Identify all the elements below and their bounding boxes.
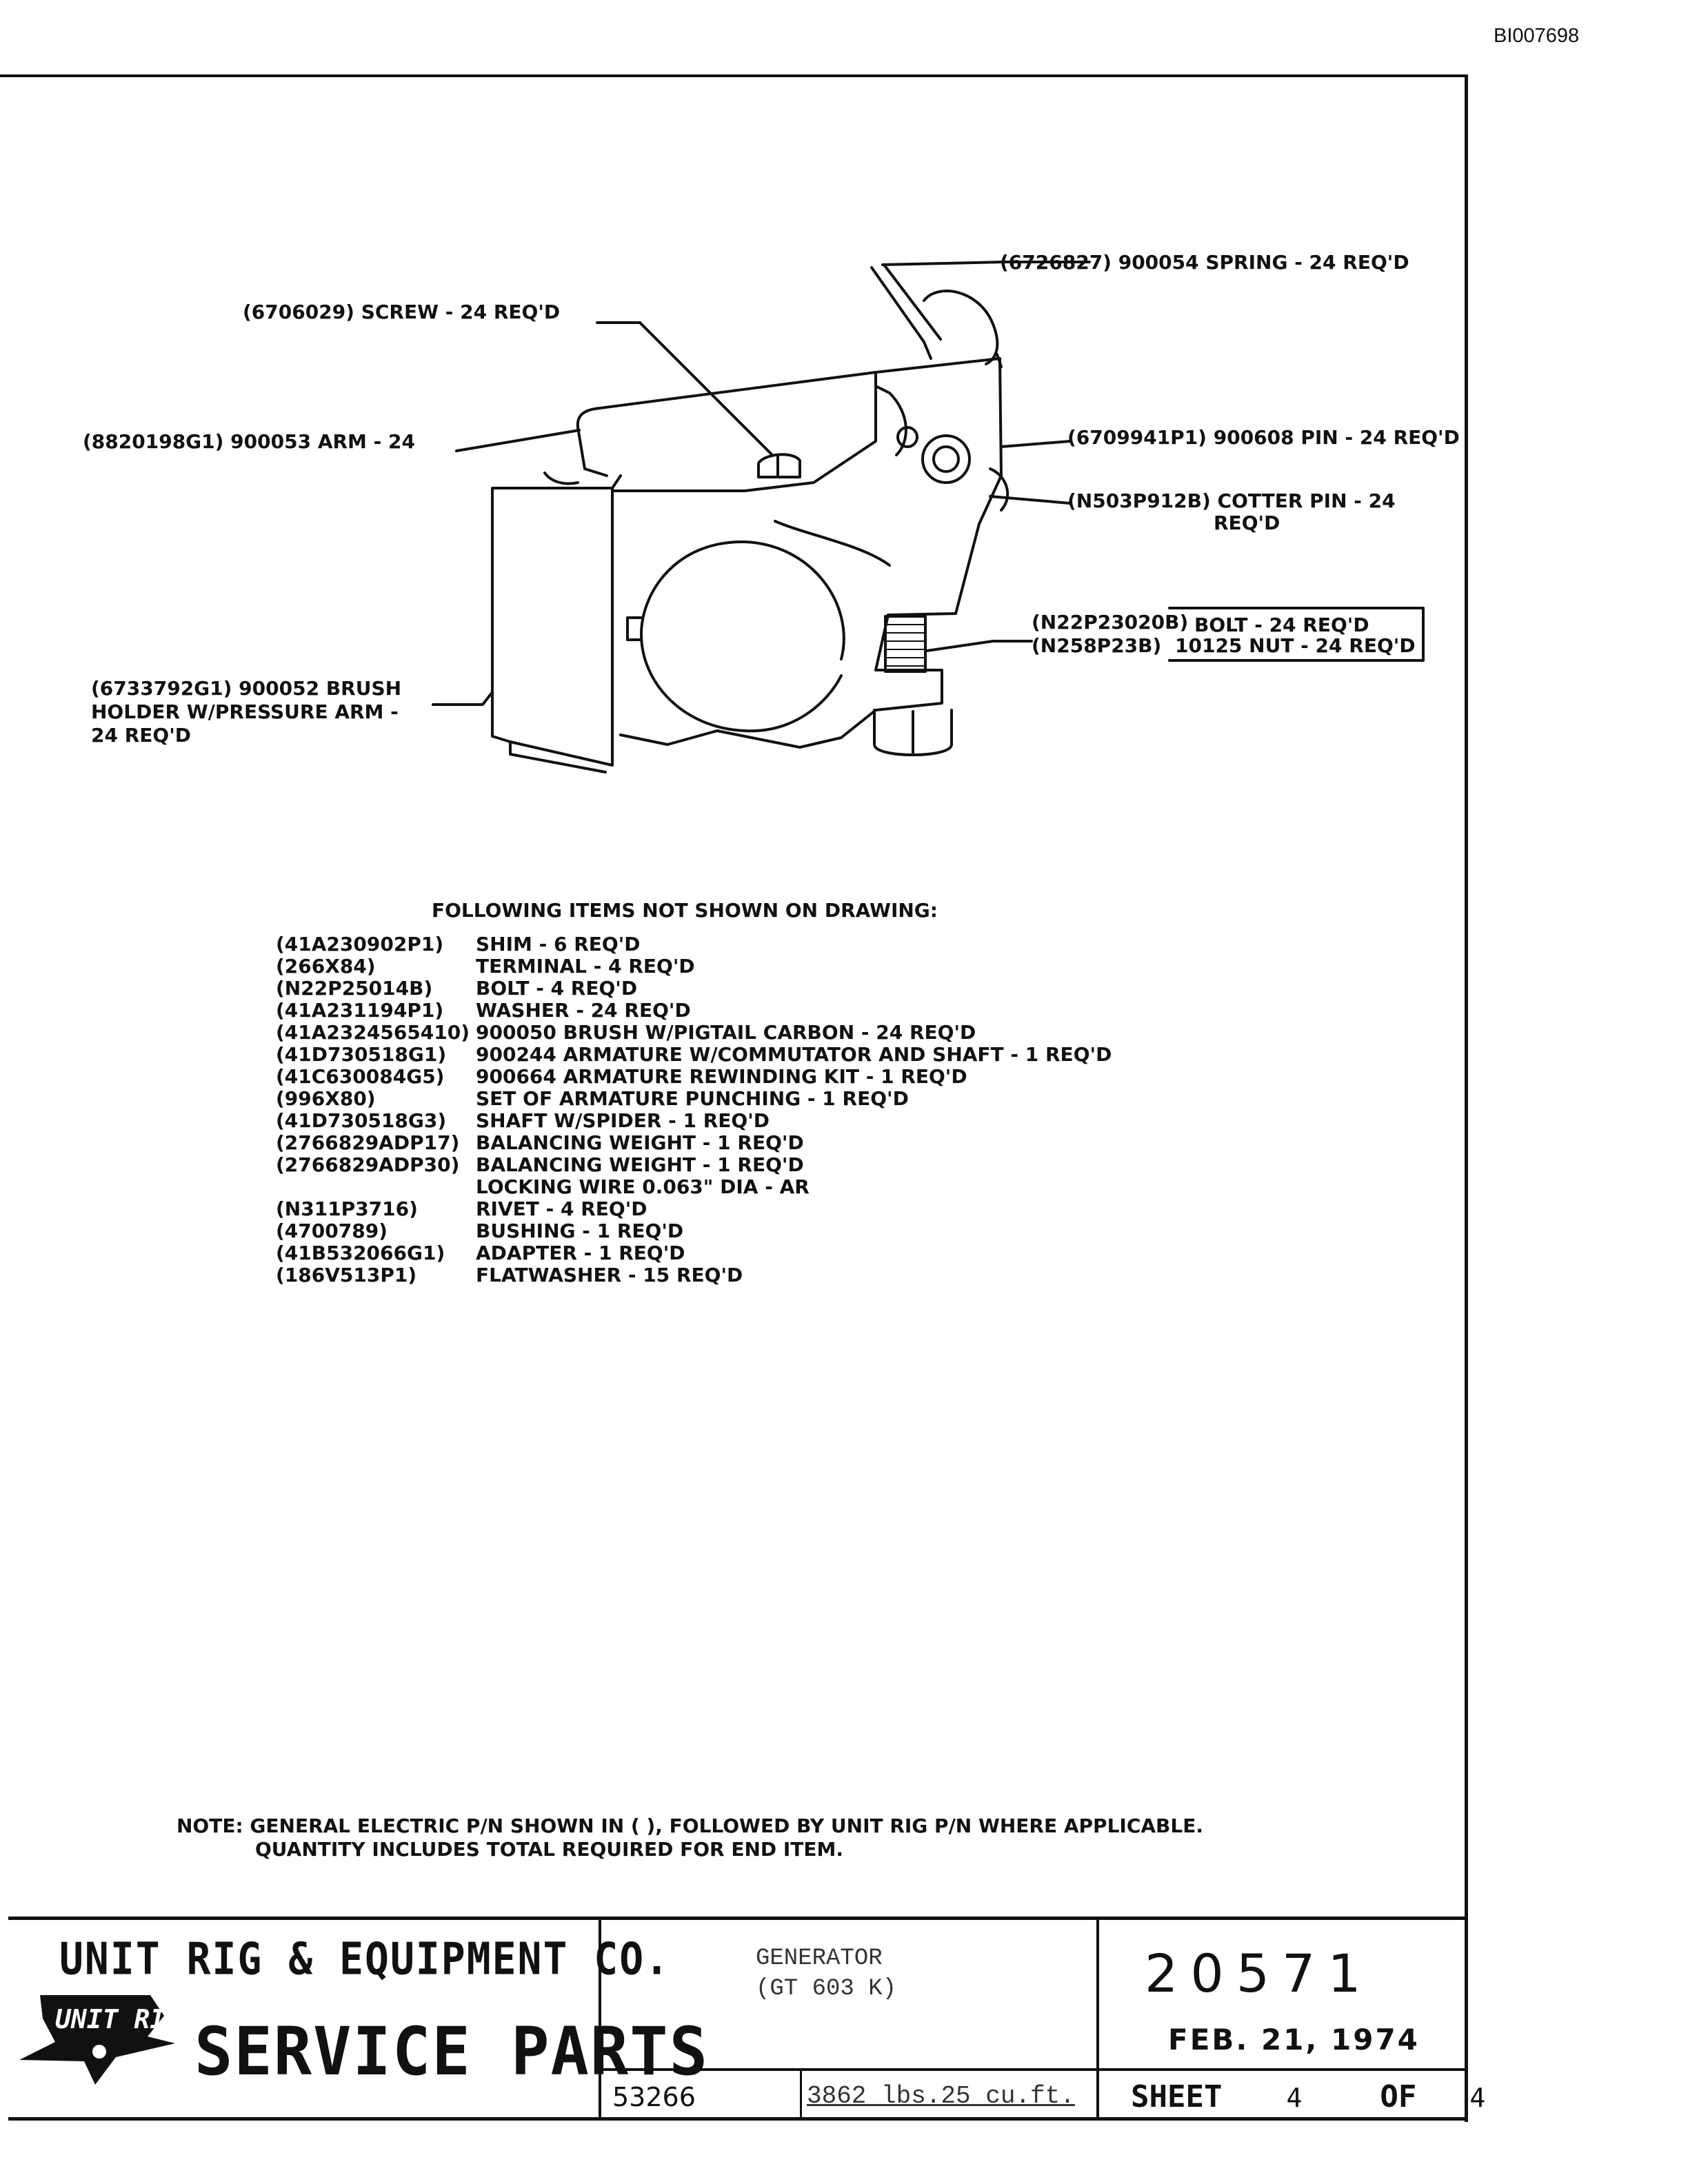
part-number: (41A230902P1) — [276, 933, 444, 956]
callout-pin: (6709941P1) 900608 PIN - 24 REQ'D — [1067, 426, 1460, 449]
list-item — [276, 1242, 1112, 1264]
list-item — [276, 1264, 1112, 1286]
sheet-number: 4 — [1286, 2083, 1303, 2113]
callout-spring: (6726827) 900054 SPRING - 24 REQ'D — [1000, 251, 1409, 274]
of-label: OF — [1380, 2079, 1417, 2114]
callout-brush-holder: (6733792G1) 900052 BRUSH HOLDER W/PRESSURE ARM - 24 REQ'D — [91, 677, 402, 747]
part-description: RIVET - 4 REQ'D — [476, 1197, 647, 1220]
pivot-pin-shape — [923, 436, 969, 483]
list-item — [276, 1022, 1112, 1044]
brush-box-shape — [492, 488, 612, 765]
document-id: BI007698 — [1494, 25, 1580, 47]
callout-nut-desc: 10125 NUT - 24 REQ'D — [1175, 634, 1416, 657]
equipment-model: (GT 603 K) — [756, 1976, 897, 2002]
title-block-divider — [800, 2070, 802, 2119]
part-description: BALANCING WEIGHT - 1 REQ'D — [476, 1153, 804, 1176]
part-number: (41A231194P1) — [276, 999, 444, 1022]
callout-screw: (6706029) SCREW - 24 REQ'D — [243, 301, 561, 323]
drawing-date: FEB. 21, 1974 — [1168, 2023, 1420, 2056]
part-number: (N311P3716) — [276, 1197, 418, 1220]
part-description: ADAPTER - 1 REQ'D — [476, 1242, 685, 1264]
reference-code: 53266 — [612, 2082, 696, 2112]
part-number: (186V513P1) — [276, 1264, 417, 1286]
parts-list — [276, 933, 1112, 1286]
title-block-divider — [1096, 1918, 1099, 2119]
service-parts-title: SERVICE PARTS — [194, 2013, 710, 2091]
list-item — [276, 1000, 1112, 1022]
callout-arm: (8820198G1) 900053 ARM - 24 — [83, 430, 416, 453]
list-item — [276, 978, 1112, 1000]
part-description: BUSHING - 1 REQ'D — [476, 1220, 684, 1242]
unit-rig-logo — [12, 1988, 185, 2092]
sheet-label: SHEET — [1131, 2079, 1223, 2114]
list-item — [276, 933, 1112, 956]
list-item — [276, 956, 1112, 978]
list-item — [276, 1088, 1112, 1110]
note-line-1: NOTE: GENERAL ELECTRIC P/N SHOWN IN ( ), FOLLOWED BY UNIT RIG P/N WHERE APPLICABLE. — [177, 1814, 1203, 1837]
part-description: LOCKING WIRE 0.063" DIA - AR — [476, 1175, 810, 1198]
list-item — [276, 1066, 1112, 1088]
callout-bolt-pn: (N22P23020B) — [1032, 611, 1189, 634]
part-number: (41D730518G1) — [276, 1043, 447, 1066]
logo-text: UNIT RIG — [55, 2004, 182, 2034]
clamp-bore-shape — [641, 542, 844, 731]
part-description: BOLT - 4 REQ'D — [476, 977, 638, 1000]
part-description: 900664 ARMATURE REWINDING KIT - 1 REQ'D — [476, 1065, 967, 1088]
part-description: 900244 ARMATURE W/COMMUTATOR AND SHAFT - 1 REQ'D — [476, 1043, 1112, 1066]
part-number: (996X80) — [276, 1087, 376, 1110]
callout-cotter-pin: (N503P912B) COTTER PIN - 24 — [1067, 489, 1396, 512]
part-description: BALANCING WEIGHT - 1 REQ'D — [476, 1131, 804, 1154]
general-note — [177, 1814, 1203, 1861]
clamp-bolt-shape — [874, 616, 952, 755]
part-number: (4700789) — [276, 1220, 388, 1242]
part-number: (N22P25014B) — [276, 977, 433, 1000]
part-description: 900050 BRUSH W/PIGTAIL CARBON - 24 REQ'D — [476, 1021, 976, 1044]
part-description: FLATWASHER - 15 REQ'D — [476, 1264, 743, 1286]
part-description: WASHER - 24 REQ'D — [476, 999, 691, 1022]
equipment-title: GENERATOR — [756, 1945, 883, 1972]
list-item — [276, 1110, 1112, 1132]
list-item — [276, 1154, 1112, 1176]
list-item — [276, 1220, 1112, 1242]
sheet-indicator — [1131, 2079, 1485, 2114]
callout-bolt-desc: BOLT - 24 REQ'D — [1194, 614, 1369, 636]
part-description: TERMINAL - 4 REQ'D — [476, 955, 695, 978]
list-item — [276, 1198, 1112, 1220]
list-item — [276, 1176, 1112, 1198]
not-shown-heading: FOLLOWING ITEMS NOT SHOWN ON DRAWING: — [432, 899, 938, 922]
part-number: (41C630084G5) — [276, 1065, 445, 1088]
part-number: (41D730518G3) — [276, 1109, 447, 1132]
callout-nut-pn: (N258P23B) — [1032, 634, 1162, 657]
part-number: (41B532066G1) — [276, 1242, 445, 1264]
title-block-divider — [600, 2068, 1467, 2071]
part-number: (2766829ADP17) — [276, 1131, 460, 1154]
part-description: SET OF ARMATURE PUNCHING - 1 REQ'D — [476, 1087, 909, 1110]
list-item — [276, 1132, 1112, 1154]
list-item — [276, 1044, 1112, 1066]
sheet-total: 4 — [1469, 2083, 1486, 2113]
part-description: SHIM - 6 REQ'D — [476, 933, 641, 956]
part-number: (266X84) — [276, 955, 376, 978]
part-number: (2766829ADP30) — [276, 1153, 460, 1176]
drawing-number: 20571 — [1145, 1943, 1374, 2004]
bracket-body-shape — [612, 358, 1001, 747]
part-number: (41A2324565410) — [276, 1021, 470, 1044]
company-name: UNIT RIG & EQUIPMENT CO. — [59, 1933, 671, 1985]
callout-cotter-pin-qty: REQ'D — [1214, 512, 1280, 534]
shipping-weight: 3862 lbs.25 cu.ft. — [807, 2082, 1075, 2110]
part-description: SHAFT W/SPIDER - 1 REQ'D — [476, 1109, 770, 1132]
note-line-2: QUANTITY INCLUDES TOTAL REQUIRED FOR END ITEM. — [255, 1838, 844, 1861]
part-number — [276, 1176, 476, 1198]
